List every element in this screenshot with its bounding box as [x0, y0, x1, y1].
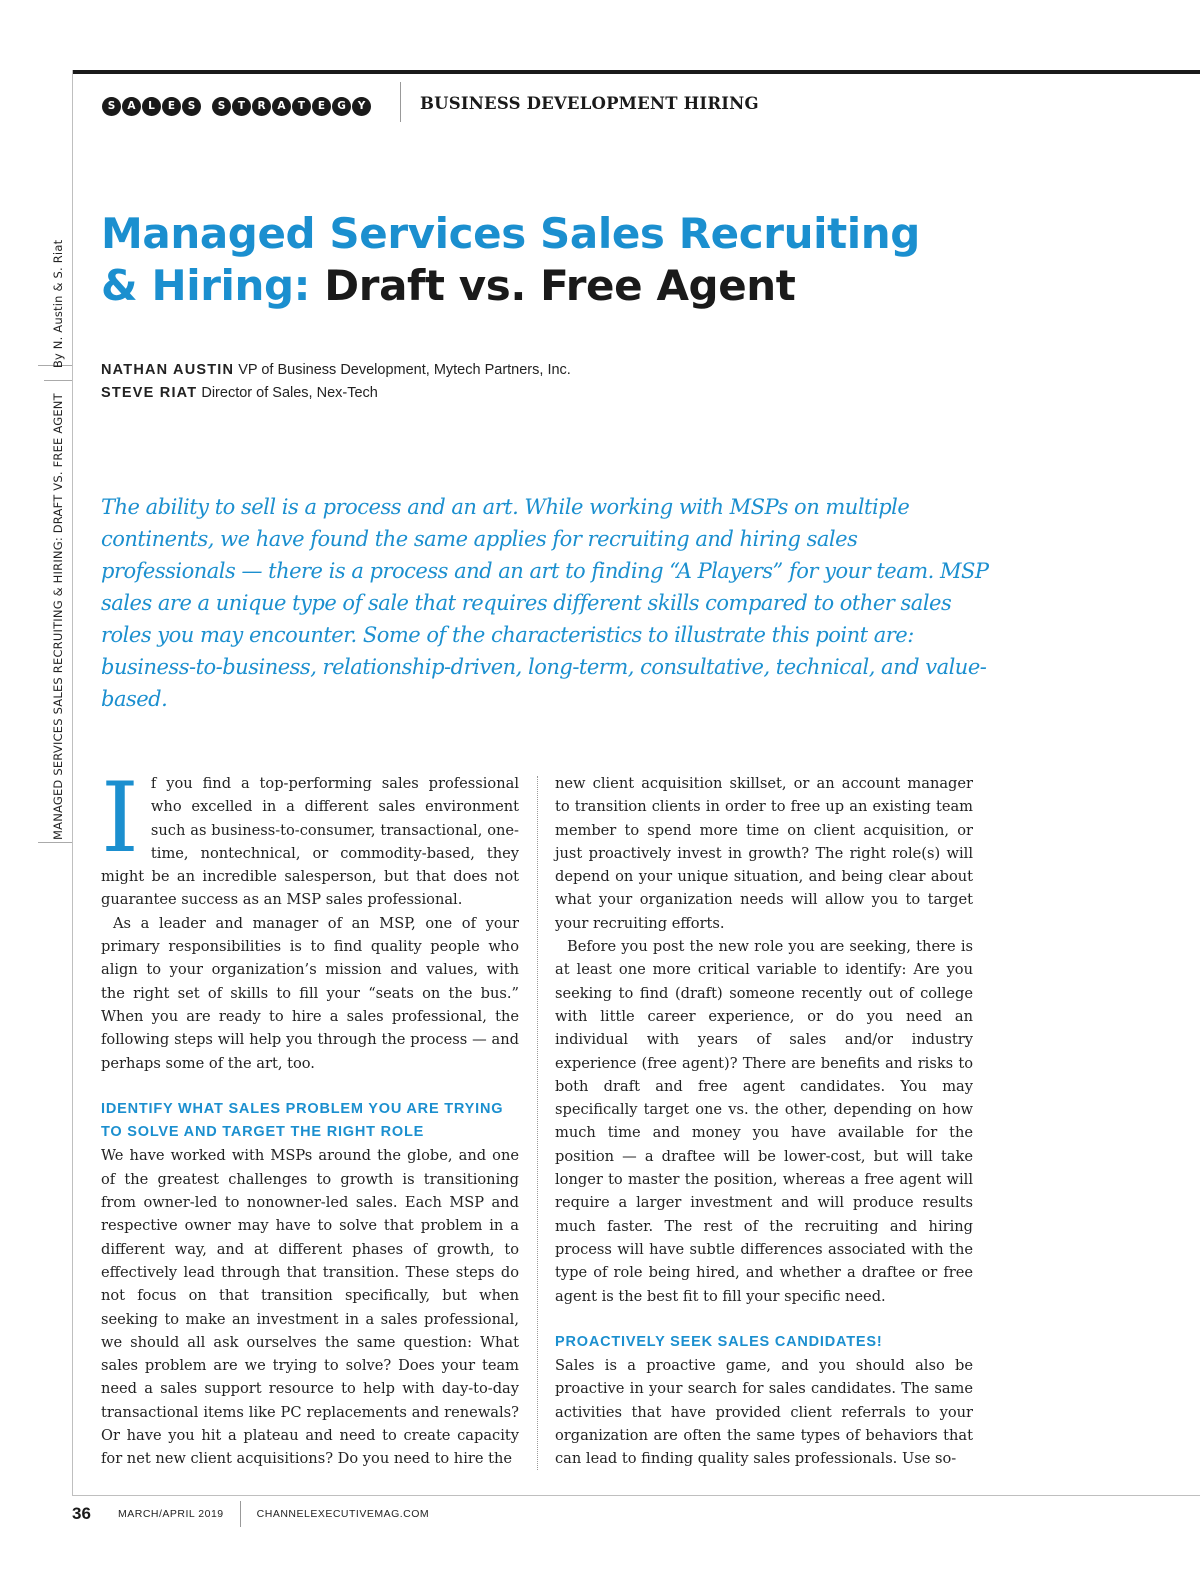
footer-separator [240, 1501, 241, 1527]
body-paragraph: Sales is a proactive game, and you should also be proactive in your search for sales candidates. The same activities that have provided client referrals to your organization are often the same types of behaviors that can lead to finding quality sales professionals. Use so- [555, 1357, 973, 1468]
author-row [101, 359, 571, 382]
section-label: BUSINESS DEVELOPMENT HIRING [420, 94, 759, 113]
side-separator [44, 380, 72, 381]
title-blue-line1: Managed Services Sales Recruiting [101, 209, 920, 258]
kicker-letter: E [162, 97, 181, 116]
top-rule [72, 70, 1200, 74]
author-name: NATHAN AUSTIN [101, 362, 235, 378]
page-footer [72, 1500, 429, 1528]
drop-cap: I [101, 762, 139, 874]
header-divider [400, 82, 401, 122]
column-divider [537, 776, 538, 1470]
side-running-head [44, 240, 72, 840]
body-paragraph: If you find a top-performing sales professional who excelled in a different sales environment such as business-to-consumer, transactional, one-time, nontechnical, or commodity-based, they might be an incredible salesperson, but that does not guarantee success as an MSP sales professional. [101, 762, 519, 909]
side-byline: By N. Austin & S. Riat [51, 239, 65, 369]
article-deck: The ability to sell is a process and an art. While working with MSPs on multiple continents, we have found the same applies for recruiting and hiring sales professionals — there is a process and an art to finding “A Players” for your team. MSP sales are a unique type of sale that requires different skills compared to other sales roles you may encounter. Some of the characteristics to illustrate this point are: business-to-business, relationship-driven, long-term, consultative, technical, and value-based. [101, 495, 989, 711]
kicker-letter: T [232, 97, 251, 116]
body-paragraph: As a leader and manager of an MSP, one of your primary responsibilities is to find quality people who align to your organization’s mission and values, with the right set of skills to fill your “seats on the bus.” When you are ready to hire a sales professional, the following steps will help you through the process — and perhaps some of the art, too. [101, 914, 519, 1072]
kicker-letters [102, 97, 372, 116]
author-name: STEVE RIAT [101, 385, 198, 401]
body-column-right [555, 772, 973, 1471]
body-column-left [101, 762, 519, 1471]
article-title [101, 208, 920, 312]
kicker-letter: L [142, 97, 161, 116]
kicker-letter: S [102, 97, 121, 116]
kicker-letter: S [212, 97, 231, 116]
title-blue-line2: & Hiring: [101, 261, 311, 310]
author-list [101, 359, 571, 405]
kicker-letter: G [332, 97, 351, 116]
kicker-letter: R [252, 97, 271, 116]
author-row [101, 382, 571, 405]
kicker-letter: A [122, 97, 141, 116]
kicker-letter: Y [352, 97, 371, 116]
body-paragraph: new client acquisition skillset, or an account manager to transition clients in order to free up an existing team member to spend more time on client acquisition, or just proactively invest in growth? The right role(s) will depend on your unique situation, and being clear about what your organization needs will allow you to target your recruiting efforts. [555, 775, 973, 932]
site-url: CHANNELEXECUTIVEMAG.COM [256, 1508, 430, 1520]
section-kicker [102, 93, 372, 119]
kicker-letter: T [292, 97, 311, 116]
page-number: 36 [72, 1504, 91, 1523]
body-paragraph: We have worked with MSPs around the globe, and one of the greatest challenges to growth is transitioning from owner-led to nonowner-led sales. Each MSP and respective owner may have to solve that problem in a different way, and at different phases of growth, to effectively lead through that transition. These steps do not focus on that transition specifically, but when seeking to make an investment in a sales professional, we should all ask ourselves the same question: What sales problem are we trying to solve? Does your team need a sales support resource to help with day-to-day transactional items like PC replacements and renewals? Or have you hit a plateau and need to create capacity for net new client acquisitions? Do you need to hire the [101, 1147, 519, 1468]
author-role: VP of Business Development, Mytech Partners, Inc. [238, 362, 571, 378]
author-role: Director of Sales, Nex-Tech [201, 385, 378, 401]
side-title: MANAGED SERVICES SALES RECRUITING & HIRING: DRAFT VS. FREE AGENT [51, 393, 65, 840]
left-margin-rule [72, 70, 73, 1496]
subheading: PROACTIVELY SEEK SALES CANDIDATES! [555, 1333, 883, 1350]
title-dark: Draft vs. Free Agent [310, 261, 796, 310]
body-paragraph: Before you post the new role you are seeking, there is at least one more critical variable to identify: Are you seeking to find (draft) someone recently out of college with little career experience, or do you need an individual with years of sales and/or industry experience (free agent)? There are benefits and risks to both draft and free agent candidates. You may specifically target one vs. the other, depending on how much time and money you have available for the position — a draftee will be lower-cost, but will take longer to master the position, whereas a free agent will require a larger investment and will produce results much faster. The rest of the recruiting and hiring process will have subtle differences associated with the type of role being hired, and whether a draftee or free agent is the best fit to fill your specific need. [555, 938, 973, 1305]
footer-rule [72, 1495, 1200, 1496]
issue-date: MARCH/APRIL 2019 [118, 1508, 224, 1520]
kicker-letter: S [182, 97, 201, 116]
kicker-letter: E [312, 97, 331, 116]
kicker-letter: A [272, 97, 291, 116]
subheading: IDENTIFY WHAT SALES PROBLEM YOU ARE TRYING TO SOLVE AND TARGET THE RIGHT ROLE [101, 1100, 504, 1141]
side-tick-bottom [38, 842, 72, 843]
